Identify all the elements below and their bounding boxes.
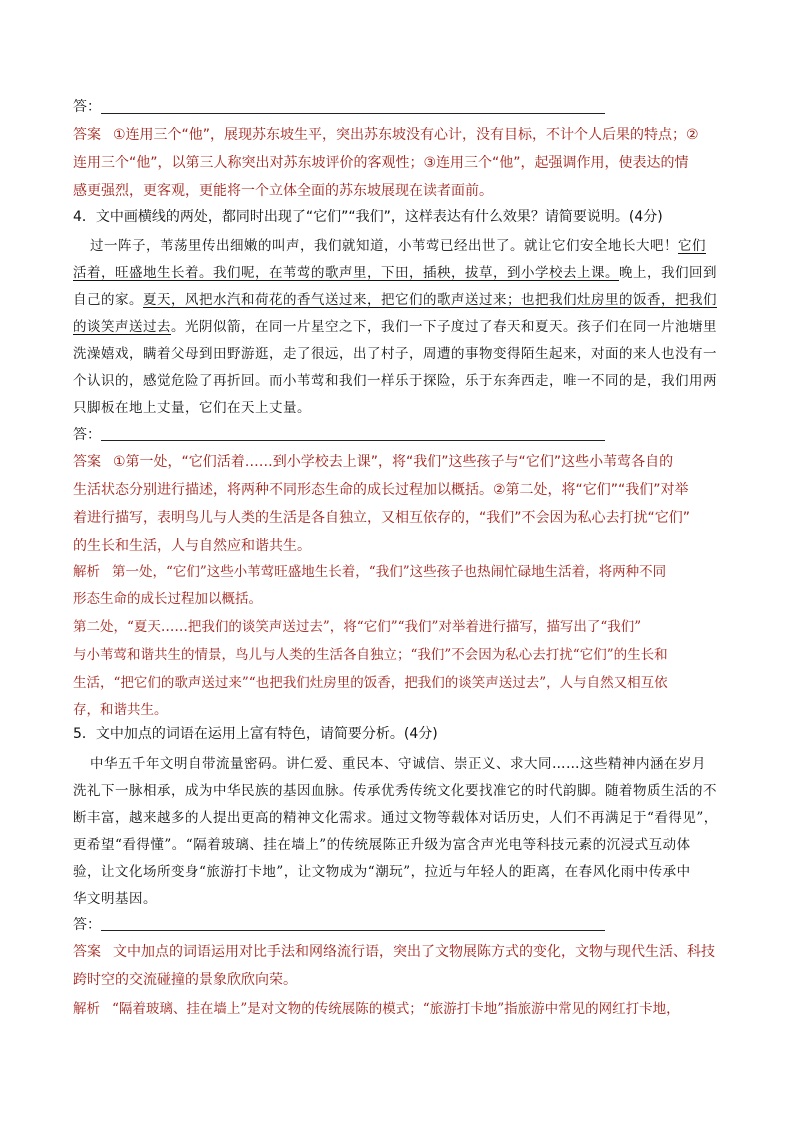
answer-blank-line [101, 930, 605, 931]
answer-label: 答： [73, 427, 101, 443]
answer-blank-line [101, 113, 605, 114]
passage-line: 验，让文化场所变身“旅游打卡地”，让文物成为“潮玩”，拉近与年轻人的距离，在春风化雨中传承中 [73, 864, 691, 880]
passage-line: 的谈笑声送过去。光阴似箭，在同一片星空之下，我们一下子度过了春天和夏天。孩子们在同一片池塘里 [73, 319, 717, 335]
passage-line: 过一阵子，苇荡里传出细嫩的叫声，我们就知道，小苇莺已经出世了。就让它们安全地长大吧！它们 [90, 238, 706, 254]
answer-q4-line: 答案 ①第一处，“它们活着……到小学校去上课”，将“我们”这些孩子与“它们”这些小苇莺各自的 [73, 454, 674, 470]
analysis-q4-line: 形态生命的成长过程加以概括。 [73, 591, 262, 607]
analysis-q5-line: 解析 “隔着玻璃、挂在墙上”是对文物的传统展陈的模式；“旅游打卡地”指旅游中常见的网红打卡地， [73, 1001, 680, 1017]
question-5: 5．文中加点的词语在运用上富有特色，请简要分析。(4分) [73, 726, 438, 742]
answer-label: 答： [73, 917, 101, 933]
answer-q3-line: 连用三个“他”，以第三人称突出对苏东坡评价的客观性；③连用三个“他”，起强调作用，使表达的情 [73, 155, 689, 171]
analysis-q4-line: 第二处，“夏天……把我们的谈笑声送过去”，将“它们”“我们”对举着进行描写，描写出了“我们” [73, 619, 642, 635]
passage-line: 个认识的，感觉危险了再折回。而小苇莺和我们一样乐于探险，乐于东奔西走，唯一不同的是，我们用两 [73, 373, 717, 389]
analysis-q4-line: 与小苇莺和谐共生的情景，鸟儿与人类的生活各自独立；“我们”不会因为私心去打扰“它们”的生长和 [73, 647, 668, 663]
analysis-tag: 解析 [73, 564, 100, 580]
analysis-q4-line: 生活，“把它们的歌声送过来”“也把我们灶房里的饭香，把我们的谈笑声送过去”，人与自然又相互依 [73, 675, 668, 691]
answer-q4-line: 生活状态分别进行描述，将两种不同形态生命的成长过程加以概括。②第二处，将“它们”“我们”对举 [73, 482, 689, 498]
passage-line: 断丰富，越来越多的人提出更高的精神文化需求。通过文物等载体对话历史，人们不再满足于“看得见”， [73, 810, 718, 826]
answer-q5-line: 答案 文中加点的词语运用对比手法和网络流行语，突出了文物展陈方式的变化，文物与现代生活、科技 [73, 944, 715, 960]
answer-tag: 答案 [73, 127, 101, 143]
passage-line: 洗澡嬉戏，瞒着父母到田野游逛，走了很远，出了村子，周遭的事物变得陌生起来，对面的来人也没有一 [73, 346, 717, 362]
answer-label: 答： [73, 99, 101, 115]
answer-q5-line: 跨时空的交流碰撞的景象欣欣向荣。 [73, 972, 297, 988]
passage-line: 更希望“看得懂”。“隔着玻璃、挂在墙上”的传统展陈正升级为富含声光电等科技元素的沉浸式互动体 [73, 837, 691, 853]
answer-tag: 答案 [73, 944, 101, 960]
answer-tag: 答案 [73, 454, 101, 470]
analysis-q4-line: 存，和谐共生。 [73, 702, 168, 718]
passage-line: 活着，旺盛地生长着。我们呢，在苇莺的歌声里，下田，插秧，拔草，到小学校去上课。晚上，我们回到 [73, 265, 717, 281]
answer-q4-line: 的生长和生活，人与自然应和谐共生。 [73, 538, 311, 554]
analysis-q4-line: 解析 第一处，“它们”这些小苇莺旺盛地生长着，“我们”这些孩子也热闹忙碌地生活着，将两种不同 [73, 564, 667, 580]
answer-q4-line: 着进行描写，表明鸟儿与人类的生活是各自独立，又相互依存的，“我们”不会因为私心去打扰“它们” [73, 510, 691, 526]
passage-line: 自己的家。夏天，风把水汽和荷花的香气送过来，把它们的歌声送过来；也把我们灶房里的饭香，把我们 [73, 292, 717, 308]
question-4: 4．文中画横线的两处，都同时出现了“它们”“我们”，这样表达有什么效果？请简要说明。(4分) [73, 209, 663, 225]
passage-line: 华文明基因。 [73, 891, 157, 907]
passage-line: 洗礼下一脉相承，成为中华民族的基因血脉。传承优秀传统文化要找准它的时代韵脚。随着物质生活的不 [73, 783, 717, 799]
passage-line: 中华五千年文明自带流量密码。讲仁爱、重民本、守诚信、崇正义、求大同……这些精神内涵在岁月 [90, 756, 706, 772]
analysis-tag: 解析 [73, 1001, 100, 1017]
answer-blank-line [101, 440, 605, 441]
answer-q3-line: 答案 ①连用三个“他”，展现苏东坡生平，突出苏东坡没有心计，没有目标，不计个人后果的特点；② [73, 127, 699, 143]
passage-line: 只脚板在地上丈量，它们在天上丈量。 [73, 400, 311, 416]
answer-q3-line: 感更强烈，更客观，更能将一个立体全面的苏东坡展现在读者面前。 [73, 183, 493, 199]
